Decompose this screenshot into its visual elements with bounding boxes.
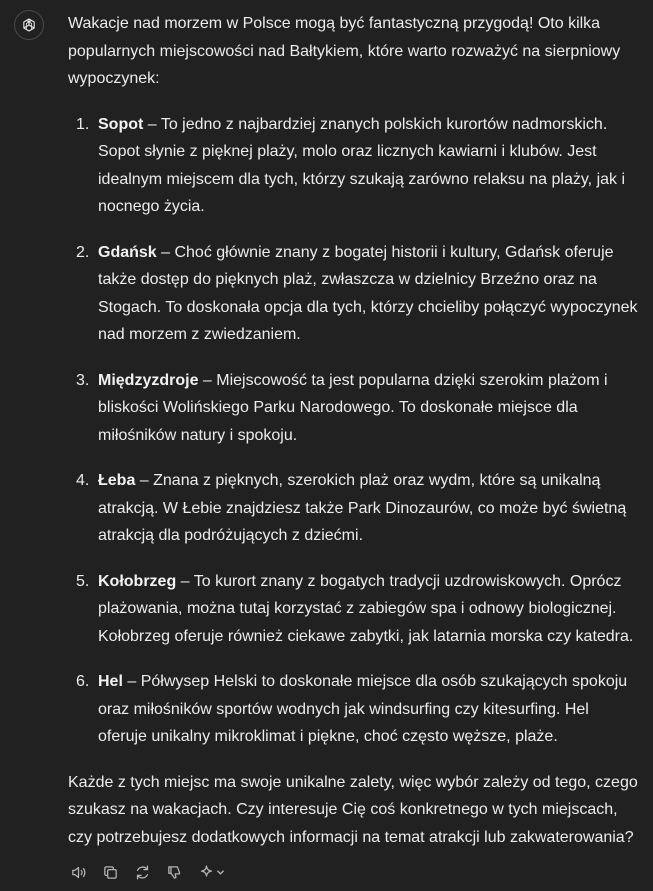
- destination-description: – Miejscowość ta jest popularna dzięki szerokim plażom i bliskości Wolińskiego Parku Narodowego. To doskonałe miejsce dla miłośników natury i spokoju.: [98, 371, 608, 444]
- destination-description: – Znana z pięknych, szerokich plaż oraz wydm, które są unikalną atrakcją. W Łebie znajdziesz także Park Dinozaurów, co może być świetną atrakcją dla podróżujących z dziećmi.: [98, 472, 627, 544]
- list-number: 5.: [76, 572, 90, 590]
- list-number: 4.: [76, 472, 90, 489]
- sparkle-icon: [198, 864, 215, 881]
- assistant-message: [68, 10, 640, 851]
- change-model-button[interactable]: [196, 862, 226, 882]
- destination-description: – To kurort znany z bogatych tradycji uzdrowiskowych. Oprócz plażowania, można tutaj korzystać z zabiegów spa i odnowy biologicznej. Kołobrzeg oferuje również ciekawe zabytki, jak latarnia morska czy katedra.: [98, 572, 634, 645]
- assistant-avatar: [14, 10, 44, 40]
- destination-description: – To jedno z najbardziej znanych polskich kurortów nadmorskich. Sopot słynie z pięknej plaży, molo oraz licznych kawiarni i klubów. Jest idealnym miejscem dla tych, którzy szukają zarówno relaksu na plaży, jak i nocnego życia.: [98, 115, 626, 215]
- openai-logo-icon: [20, 16, 38, 34]
- list-number: 1.: [76, 115, 90, 133]
- destination-name: Łeba: [98, 472, 136, 489]
- regenerate-button[interactable]: [132, 862, 152, 882]
- message-outro: Każde z tych miejsc ma swoje unikalne zalety, więc wybór zależy od tego, czego szukasz na wakacjach. Czy interesuje Cię coś konkretnego w tych miejscach, czy potrzebujesz dodatkowych informacji na temat atrakcji lub zakwaterowania?: [68, 773, 638, 846]
- list-item: [68, 111, 640, 221]
- destination-name: Hel: [98, 673, 123, 690]
- list-item: [68, 668, 640, 751]
- list-number: 3.: [76, 371, 90, 389]
- destination-name: Gdańsk: [98, 243, 157, 261]
- bad-response-button[interactable]: [164, 862, 184, 882]
- message-intro: Wakacje nad morzem w Polsce mogą być fantastyczną przygodą! Oto kilka popularnych miejscowości nad Bałtykiem, które warto rozważyć na sierpniowy wypoczynek:: [68, 15, 621, 87]
- copy-button[interactable]: [100, 862, 120, 882]
- destination-name: Międzyzdroje: [98, 371, 199, 389]
- thumbs-down-icon: [166, 864, 183, 881]
- list-item: [68, 467, 640, 550]
- list-item: [68, 367, 640, 450]
- list-item: [68, 239, 640, 349]
- regenerate-icon: [134, 864, 151, 881]
- message-actions: [68, 862, 226, 882]
- chevron-down-icon: [216, 868, 225, 877]
- destination-name: Kołobrzeg: [98, 572, 177, 590]
- destination-name: Sopot: [98, 115, 144, 133]
- copy-icon: [102, 864, 119, 881]
- list-number: 6.: [76, 673, 90, 690]
- list-item: [68, 568, 640, 651]
- destination-description: – Półwysep Helski to doskonałe miejsce dla osób szukających spokoju oraz miłośników sportów wodnych jak windsurfing czy kitesurfing. Hel oferuje unikalny mikroklimat i piękne, choć często węższe, plaże.: [98, 673, 628, 745]
- speaker-icon: [70, 864, 87, 881]
- destinations-list: [68, 111, 640, 751]
- read-aloud-button[interactable]: [68, 862, 88, 882]
- list-number: 2.: [76, 243, 90, 261]
- destination-description: – Choć głównie znany z bogatej historii i kultury, Gdańsk oferuje także dostęp do pięknych plaż, zwłaszcza w dzielnicy Brzeźno oraz na Stogach. To doskonała opcja dla tych, którzy chcieliby połączyć wypoczynek nad morzem z zwiedzaniem.: [98, 243, 638, 343]
